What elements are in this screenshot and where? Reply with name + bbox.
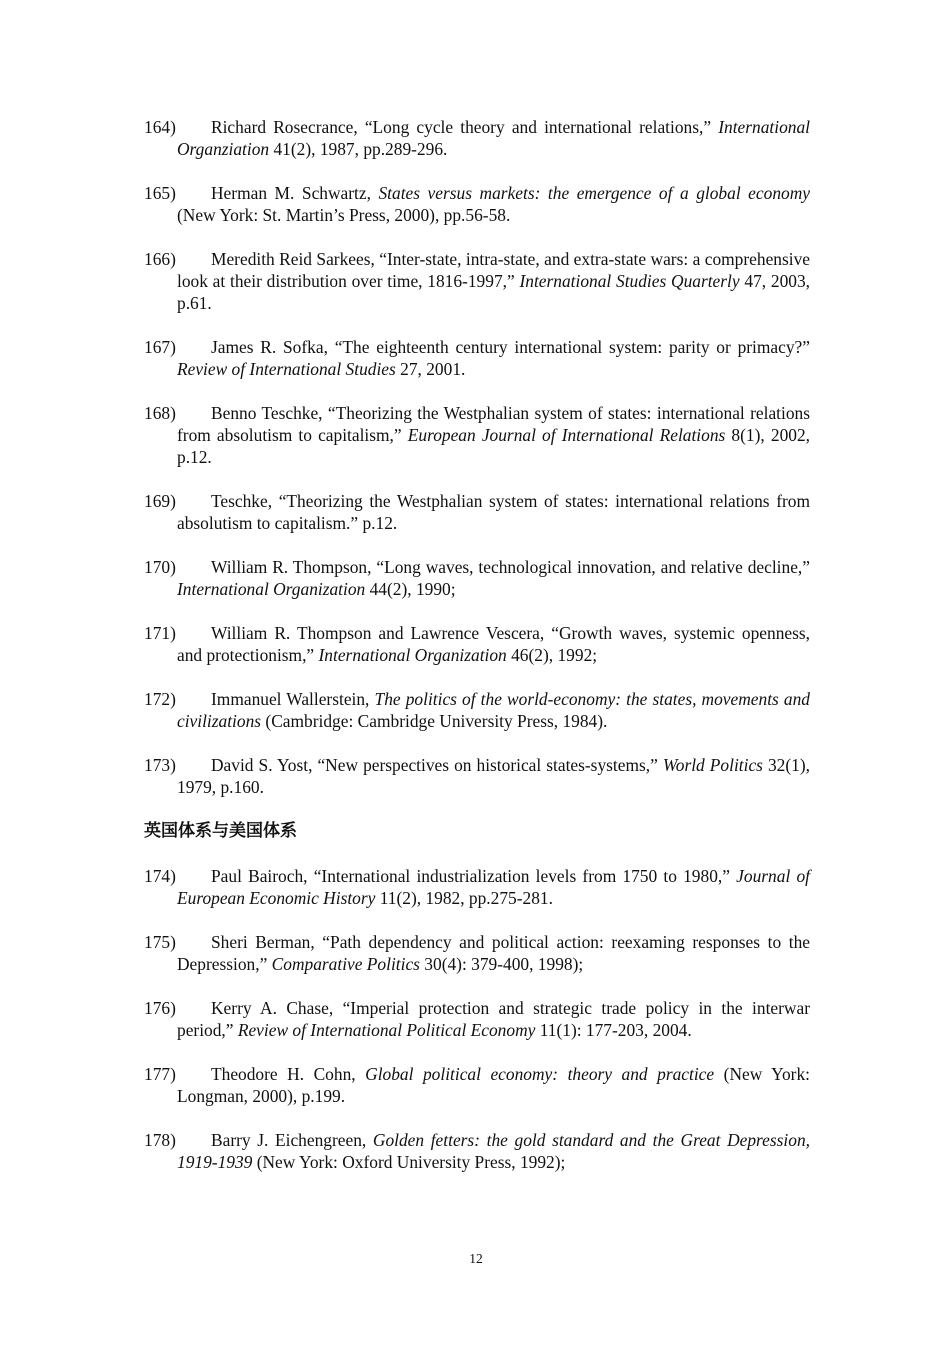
- reference-number: 172): [144, 689, 176, 709]
- reference-number: 170): [144, 557, 176, 577]
- reference-section-2: [144, 865, 810, 1173]
- reference-text: 27, 2001.: [395, 359, 466, 379]
- reference-number: 165): [144, 183, 176, 203]
- reference-text: Herman M. Schwartz,: [211, 183, 379, 203]
- reference-number: 177): [144, 1064, 176, 1084]
- reference-entry: [144, 182, 810, 226]
- reference-entry: [144, 1063, 810, 1107]
- reference-text: Sheri Berman, “Path dependency and political action: reexaming responses to the Depression,”: [177, 932, 810, 974]
- reference-text: (New York: St. Martin’s Press, 2000), pp.56-58.: [177, 205, 511, 225]
- reference-entry: [144, 622, 810, 666]
- reference-number: 176): [144, 998, 176, 1018]
- reference-text: Teschke, “Theorizing the Westphalian system of states: international relations from absolutism to capitalism.” p.12.: [177, 491, 810, 533]
- reference-entry: [144, 754, 810, 798]
- reference-text: Paul Bairoch, “International industrialization levels from 1750 to 1980,”: [211, 866, 737, 886]
- reference-text: Theodore H. Cohn,: [211, 1064, 366, 1084]
- reference-entry: [144, 116, 810, 160]
- reference-text: William R. Thompson and Lawrence Vescera, “Growth waves, systemic openness, and protectionism,”: [177, 623, 810, 665]
- reference-title-italic: European Journal of International Relations: [407, 425, 726, 445]
- reference-title-italic: Global political economy: theory and practice: [365, 1064, 715, 1084]
- reference-title-italic: International Studies Quarterly: [519, 271, 740, 291]
- reference-text: 47, 2003, p.61.: [177, 271, 811, 313]
- reference-list: [144, 116, 810, 1195]
- reference-entry: [144, 402, 810, 468]
- section-heading: 英国体系与美国体系: [144, 821, 297, 841]
- reference-entry: [144, 865, 810, 909]
- reference-number: 173): [144, 755, 176, 775]
- reference-text: (New York: Longman, 2000), p.199.: [177, 1064, 810, 1106]
- reference-number: 178): [144, 1130, 176, 1150]
- reference-text: (Cambridge: Cambridge University Press, 1984).: [261, 711, 608, 731]
- reference-text: 44(2), 1990;: [365, 579, 456, 599]
- page-number: 12: [469, 1251, 483, 1266]
- reference-text: 32(1), 1979, p.160.: [177, 755, 810, 797]
- reference-entry: [144, 248, 810, 314]
- reference-text: 30(4): 379-400, 1998);: [419, 954, 584, 974]
- reference-title-italic: International Organization: [318, 645, 507, 665]
- reference-title-italic: States versus markets: the emergence of a global economy: [378, 183, 810, 203]
- reference-title-italic: Review of International Political Economy: [237, 1020, 536, 1040]
- reference-text: Benno Teschke, “Theorizing the Westphalian system of states: international relations from absolutism to capitalism,”: [177, 403, 810, 445]
- reference-title-italic: World Politics: [662, 755, 763, 775]
- reference-entry: [144, 997, 810, 1041]
- reference-number: 171): [144, 623, 176, 643]
- reference-title-italic: International Organization: [177, 579, 366, 599]
- reference-title-italic: Journal of European Economic History: [177, 866, 810, 908]
- reference-number: 174): [144, 866, 176, 886]
- reference-number: 164): [144, 117, 176, 137]
- reference-title-italic: International Organziation: [177, 117, 810, 159]
- reference-number: 166): [144, 249, 176, 269]
- reference-text: Meredith Reid Sarkees, “Inter-state, intra-state, and extra-state wars: a comprehensive look at their distribution over time, 1816-1997,”: [177, 249, 810, 291]
- reference-section-1: [144, 116, 810, 798]
- reference-entry: [144, 556, 810, 600]
- reference-number: 175): [144, 932, 176, 952]
- reference-text: Richard Rosecrance, “Long cycle theory and international relations,”: [211, 117, 719, 137]
- reference-text: Barry J. Eichengreen,: [211, 1130, 373, 1150]
- reference-entry: [144, 931, 810, 975]
- reference-title-italic: The politics of the world-economy: the states, movements and civilizations: [177, 689, 811, 731]
- reference-text: 11(1): 177-203, 2004.: [535, 1020, 692, 1040]
- reference-text: James R. Sofka, “The eighteenth century international system: parity or primacy?”: [211, 337, 810, 357]
- reference-title-italic: Review of International Studies: [177, 359, 396, 379]
- reference-text: (New York: Oxford University Press, 1992);: [252, 1152, 566, 1172]
- reference-text: 11(2), 1982, pp.275-281.: [375, 888, 553, 908]
- reference-text: Immanuel Wallerstein,: [211, 689, 375, 709]
- reference-entry: [144, 490, 810, 534]
- reference-text: William R. Thompson, “Long waves, technological innovation, and relative decline,”: [211, 557, 810, 577]
- reference-text: 41(2), 1987, pp.289-296.: [269, 139, 448, 159]
- reference-number: 167): [144, 337, 176, 357]
- reference-text: Kerry A. Chase, “Imperial protection and strategic trade policy in the interwar period,”: [177, 998, 810, 1040]
- reference-number: 169): [144, 491, 176, 511]
- reference-text: 8(1), 2002, p.12.: [177, 425, 810, 467]
- reference-entry: [144, 688, 810, 732]
- reference-title-italic: Golden fetters: the gold standard and the Great Depression, 1919-1939: [177, 1130, 810, 1172]
- reference-number: 168): [144, 403, 176, 423]
- reference-text: David S. Yost, “New perspectives on historical states-systems,”: [211, 755, 663, 775]
- reference-text: 46(2), 1992;: [506, 645, 598, 665]
- reference-entry: [144, 1129, 810, 1173]
- reference-title-italic: Comparative Politics: [271, 954, 420, 974]
- reference-entry: [144, 336, 810, 380]
